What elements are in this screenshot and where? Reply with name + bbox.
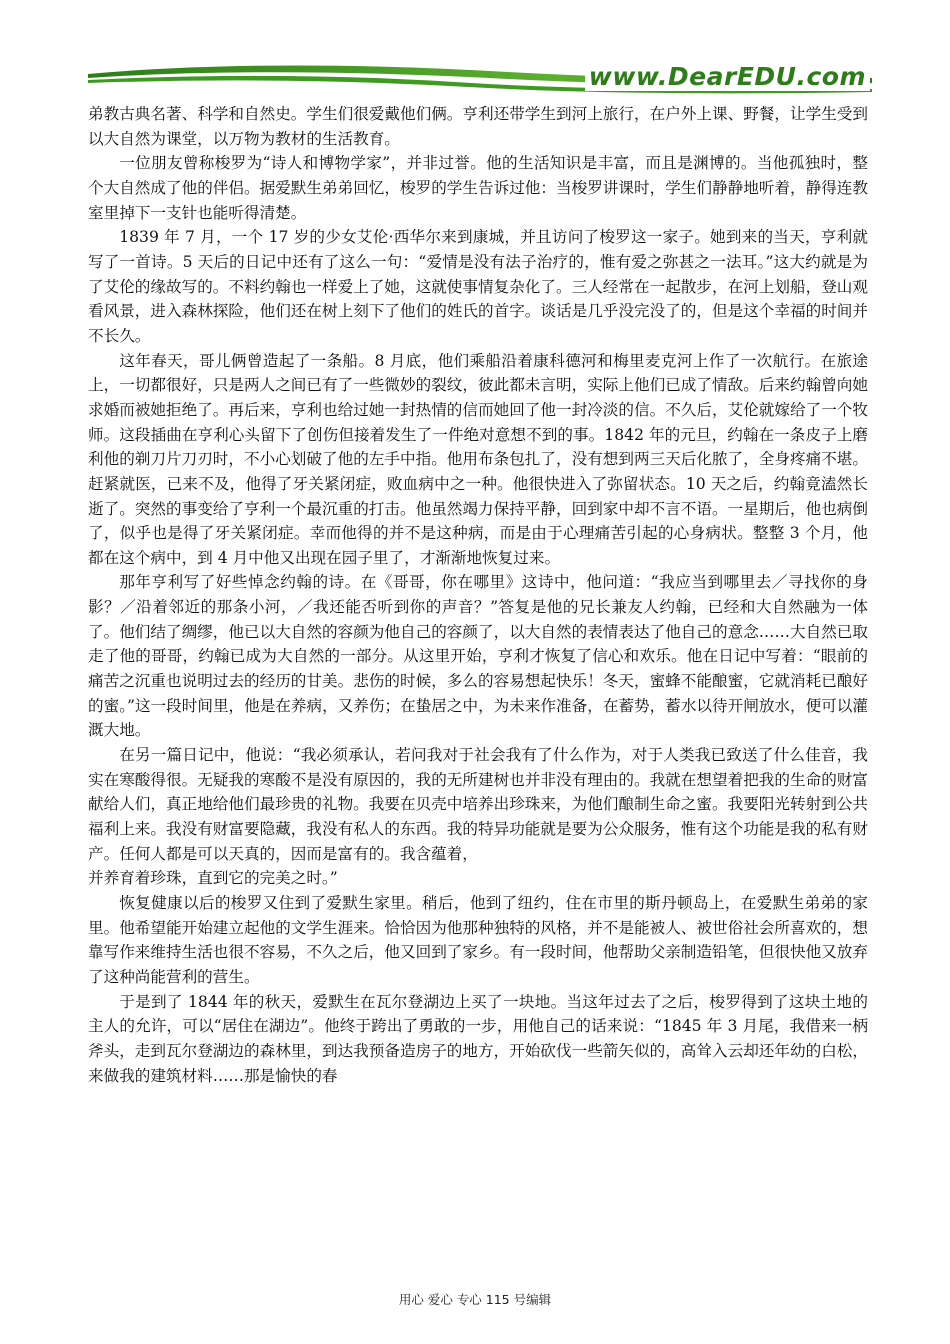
- paragraph: 并养育着珍珠，直到它的完美之时。”: [88, 869, 338, 888]
- paragraph: 在另一篇日记中，他说：“我必须承认，若问我对于社会我有了什么作为，对于人类我已致送了什么佳音，我实在寒酸得很。无疑我的寒酸不是没有原因的，我的无所建树也并非没有理由的。我就在想望着把我的生命的财富献给人们，真正地给他们最珍贵的礼物。我要在贝壳中培养出珍珠来，为他们酿制生命之蜜。我要阳光转射到公共福利上来。我没有财富要隐藏，我没有私人的东西。我的特异功能就是要为公众服务，惟有这个功能是我的私有财产。任何人都是可以天真的，因而是富有的。我含蕴着，: [88, 746, 868, 863]
- paragraph: 1839 年 7 月，一个 17 岁的少女艾伦·西华尔来到康城，并且访问了梭罗这一家子。她到来的当天，亨利就写了一首诗。5 天后的日记中还有了这么一句：“爱情是没有法子治疗的，惟有爱之弥甚之一法耳。”这大约就是为了艾伦的缘故写的。不料约翰也一样爱上了她，这就使事情复杂化了。三人经常在一起散步，在河上划船，登山观看风景，进入森林探险，他们还在树上刻下了他们的姓氏的首字。谈话是几乎没完没了的，但是这个幸福的时间并不长久。: [88, 228, 868, 345]
- site-header: [88, 56, 872, 96]
- paragraph: 一位朋友曾称梭罗为“诗人和博物学家”，并非过誉。他的生活知识是丰富，而且是渊博的。当他孤独时，整个大自然成了他的伴侣。据爱默生弟弟回忆，梭罗的学生告诉过他：当梭罗讲课时，学生们静静地听着，静得连教室里掉下一支针也能听得清楚。: [88, 154, 868, 222]
- paragraph: 恢复健康以后的梭罗又住到了爱默生家里。稍后，他到了纽约，住在市里的斯丹顿岛上，在爱默生弟弟的家里。他希望能开始建立起他的文学生涯来。恰恰因为他那种独特的风格，并不是能被人、被世俗社会所喜欢的，想靠写作来维持生活也很不容易，不久之后，他又回到了家乡。有一段时间，他帮助父亲制造铅笔，但很快他又放弃了这种尚能营利的营生。: [88, 894, 868, 986]
- paragraph: 弟教古典名著、科学和自然史。学生们很爱戴他们俩。亨利还带学生到河上旅行，在户外上课、野餐，让学生受到以大自然为课堂，以万物为教材的生活教育。: [88, 105, 868, 148]
- page-footer: 用心 爱心 专心 115 号编辑: [398, 1292, 552, 1307]
- paragraph: 这年春天，哥儿俩曾造起了一条船。8 月底，他们乘船沿着康科德河和梅里麦克河上作了一次航行。在旅途上，一切都很好，只是两人之间已有了一些微妙的裂纹，彼此都未言明，实际上他们已成了情敌。后来约翰曾向她求婚而被她拒绝了。再后来，亨利也给过她一封热情的信而她回了他一封冷淡的信。不久后，艾伦就嫁给了一个牧师。这段插曲在亨利心头留下了创伤但接着发生了一件绝对意想不到的事。1842 年的元旦，约翰在一条皮子上磨利他的剃刀片刀刃时，不小心划破了他的左手中指。他用布条包扎了，没有想到两三天后化脓了，全身疼痛不堪。赶紧就医，已来不及，他得了牙关紧闭症，败血病中之一种。他很快进入了弥留状态。10 天之后，约翰竟溘然长逝了。突然的事变给了亨利一个最沉重的打击。他虽然竭力保持平静，回到家中却不言不语。一星期后，他也病倒了，似乎也是得了牙关紧闭症。幸而他得的并不是这种病，而是由于心理痛苦引起的心身病状。整整 3 个月，他都在这个病中，到 4 月中他又出现在园子里了，才渐渐地恢复过来。: [88, 351, 868, 567]
- article-body: [88, 102, 868, 1088]
- paragraph: 那年亨利写了好些悼念约翰的诗。在《哥哥，你在哪里》这诗中，他问道：“我应当到哪里去／寻找你的身影？／沿着邻近的那条小河，／我还能否听到你的声音？”答复是他的兄长兼友人约翰，已经和大自然融为一体了。他们结了绸缪，他已以大自然的容颜为他自己的容颜了，以大自然的表情表达了他自己的意念……大自然已取走了他的哥哥，约翰已成为大自然的一部分。从这里开始，亨利才恢复了信心和欢乐。他在日记中写着：“眼前的痛苦之沉重也说明过去的经历的甘美。悲伤的时候，多么的容易想起快乐！冬天，蜜蜂不能酿蜜，它就消耗已酿好的蜜。”这一段时间里，他是在养病，又养伤；在蛰居之中，为未来作准备，在蓄势，蓄水以待开闸放水，便可以灌溉大地。: [88, 573, 868, 740]
- paragraph: 于是到了 1844 年的秋天，爱默生在瓦尔登湖边上买了一块地。当这年过去了之后，梭罗得到了这块土地的主人的允许，可以“居住在湖边”。他终于跨出了勇敢的一步，用他自己的话来说：“1845 年 3 月尾，我借来一柄斧头，走到瓦尔登湖边的森林里，到达我预备造房子的地方，开始砍伐一些箭矢似的，高耸入云却还年幼的白松，来做我的建筑材料……那是愉快的春: [88, 992, 868, 1085]
- site-logo: www.DearEDU.com: [585, 62, 870, 91]
